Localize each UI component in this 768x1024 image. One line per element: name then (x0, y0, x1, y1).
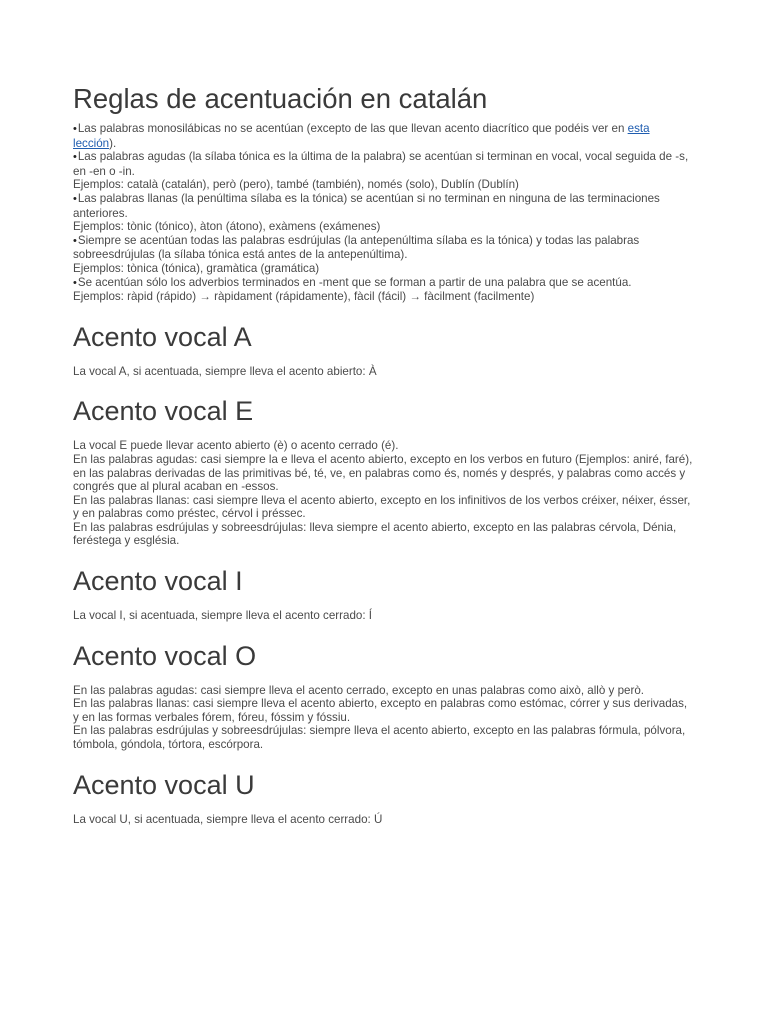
section-paragraph: En las palabras esdrújulas y sobreesdrújulas: siempre lleva el acento abierto, excepto en las palabras fórmula, pólvora, tómbola, góndola, tórtora, escórpora. (73, 724, 686, 752)
section-heading: Acento vocal I (73, 566, 243, 597)
article-body (73, 82, 693, 826)
section-vocal-o (73, 639, 693, 752)
rule-agudas-examples: Ejemplos: català (catalán), però (pero), també (también), només (solo), Dublín (Dublín) (73, 178, 519, 192)
page-title: Reglas de acentuación en catalán (73, 83, 488, 114)
section-vocal-a (73, 320, 693, 379)
rule-agudas (73, 150, 693, 178)
rule-text: Las palabras agudas (la sílaba tónica es la última de la palabra) se acentúan si terminan en vocal, vocal seguida de -s, en -en o -in. (73, 150, 689, 178)
rule-text: Las palabras monosilábicas no se acentúan (excepto de las que llevan acento diacrítico que podéis ver en (77, 122, 628, 135)
bullet-icon: • (73, 151, 77, 164)
section-paragraph: En las palabras llanas: casi siempre lleva el acento abierto, excepto en palabras como estómac, córrer y sus derivadas, y en las formas verbales fórem, fóreu, fóssim y fóssiu. (73, 697, 688, 724)
section-paragraph: La vocal E puede llevar acento abierto (è) o acento cerrado (é). (73, 439, 399, 453)
section-heading: Acento vocal E (73, 396, 254, 427)
rule-llanas (73, 192, 693, 220)
section-paragraph: La vocal U, si acentuada, siempre lleva el acento cerrado: Ú (73, 812, 383, 826)
section-heading: Acento vocal A (73, 321, 252, 352)
section-vocal-u (73, 768, 693, 827)
section-heading: Acento vocal O (73, 640, 257, 671)
rule-esdrujulas (73, 234, 693, 262)
bullet-icon: • (73, 276, 77, 289)
rule-esdrujulas-examples: Ejemplos: tònica (tónica), gramàtica (gramática) (73, 261, 320, 275)
section-paragraph: La vocal I, si acentuada, siempre lleva el acento cerrado: Í (73, 609, 373, 623)
section-paragraph: En las palabras llanas: casi siempre lleva el acento abierto, excepto en los infinitivos de los verbos créixer, néixer, ésser, y en palabras como préstec, cérvol i préssec. (73, 493, 691, 521)
section-paragraph: En las palabras agudas: casi siempre lleva el acento cerrado, excepto en unas palabras como això, allò y però. (73, 683, 644, 697)
rules-list (73, 122, 693, 304)
rule-llanas-examples: Ejemplos: tònic (tónico), àton (átono), exàmens (exámenes) (73, 220, 381, 234)
rule-text: Las palabras llanas (la penúltima sílaba es la tónica) se acentúan si no terminan en ninguna de las terminaciones anteriores. (73, 191, 660, 220)
section-paragraph: En las palabras esdrújulas y sobreesdrújulas: lleva siempre el acento abierto, excepto en las palabras cérvola, Dénia, feréstega y església. (73, 520, 677, 548)
bullet-icon: • (73, 123, 77, 135)
lesson-link[interactable]: esta lección (73, 122, 650, 150)
section-heading: Acento vocal U (73, 769, 255, 800)
rule-adverbios-examples: Ejemplos: ràpid (rápido) → ràpidament (rápidamente), fàcil (fácil) → fàcilment (facilmente) (73, 290, 535, 304)
section-paragraph: En las palabras agudas: casi siempre la e lleva el acento abierto, excepto en los verbos en futuro (Ejemplos: aniré, faré), en las palabras derivadas de las primitivas bé, té, ve, en palabras como és, només y després, y palabras como accés y congrés que al plural acaban en -essos. (73, 452, 693, 494)
bullet-icon: • (73, 192, 77, 205)
rule-text: Se acentúan sólo los adverbios terminados en -ment que se forman a partir de una palabra que se acentúa. (77, 275, 632, 289)
section-paragraph: La vocal A, si acentuada, siempre lleva el acento abierto: À (73, 364, 377, 378)
rule-text: Siempre se acentúan todas las palabras esdrújulas (la antepenúltima sílaba es la tónica) y todas las palabras sobreesdrújulas (la sílaba tónica está antes de la antepenúltima). (73, 233, 640, 262)
rule-monosyllabic (73, 122, 693, 150)
section-vocal-e (73, 394, 693, 548)
bullet-icon: • (73, 234, 77, 247)
rule-text-end: ). (109, 136, 117, 150)
section-vocal-i (73, 564, 693, 623)
rule-adverbios (73, 276, 693, 291)
